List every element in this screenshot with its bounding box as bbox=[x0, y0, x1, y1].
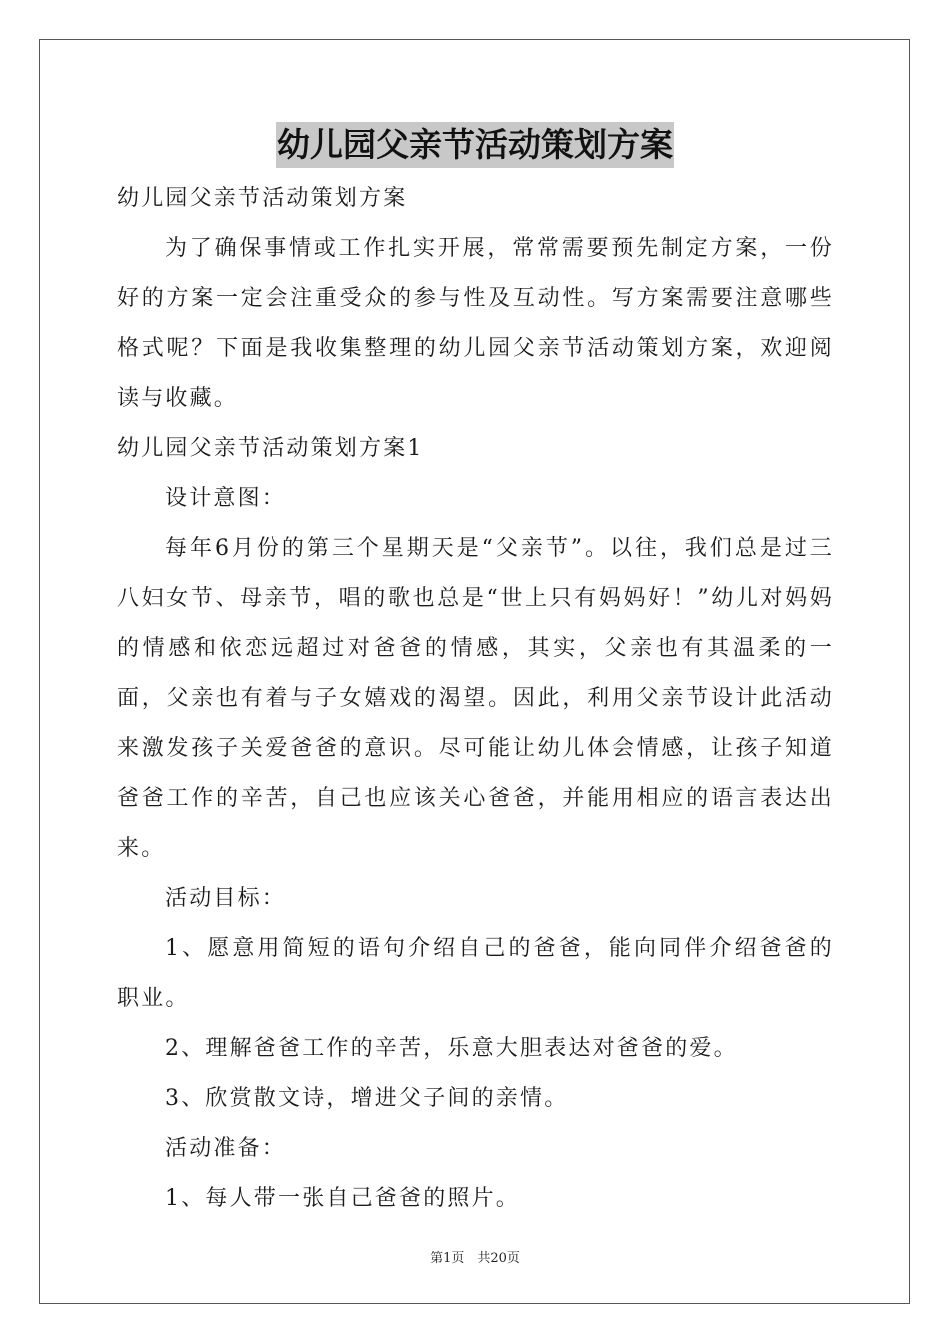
goal-item: 3、欣赏散文诗，增进父子间的亲情。 bbox=[165, 1086, 569, 1111]
intro-paragraph: 为了确保事情或工作扎实开展，常常需要预先制定方案，一份好的方案一定会注重受众的参与性及互动性。写方案需要注意哪些格式呢？下面是我收集整理的幼儿园父亲节活动策划方案，欢迎阅读与收藏。 bbox=[117, 236, 834, 411]
document-title: 幼儿园父亲节活动策划方案 bbox=[276, 122, 674, 168]
prep-heading: 活动准备： bbox=[165, 1136, 287, 1161]
document-subtitle: 幼儿园父亲节活动策划方案 bbox=[117, 186, 408, 211]
goals-heading: 活动目标： bbox=[165, 886, 287, 911]
document-body bbox=[117, 174, 834, 1224]
design-paragraph: 每年6月份的第三个星期天是“父亲节”。以往，我们总是过三八妇女节、母亲节，唱的歌也总是“世上只有妈妈好！”幼儿对妈妈的情感和依恋远超过对爸爸的情感，其实，父亲也有其温柔的一面，父亲也有着与子女嬉戏的渴望。因此，利用父亲节设计此活动来激发孩子关爱爸爸的意识。尽可能让幼儿体会情感，让孩子知道爸爸工作的辛苦，自己也应该关心爸爸，并能用相应的语言表达出来。 bbox=[117, 536, 834, 861]
prep-item: 1、每人带一张自己爸爸的照片。 bbox=[165, 1186, 520, 1211]
goal-item: 2、理解爸爸工作的辛苦，乐意大胆表达对爸爸的爱。 bbox=[165, 1036, 738, 1061]
title-container bbox=[0, 122, 950, 168]
goal-item: 1、愿意用简短的语句介绍自己的爸爸，能向同伴介绍爸爸的职业。 bbox=[117, 936, 834, 1011]
page-footer: 第1页 共20页 bbox=[430, 1251, 520, 1266]
design-heading: 设计意图： bbox=[165, 486, 287, 511]
section-heading: 幼儿园父亲节活动策划方案1 bbox=[117, 436, 424, 461]
